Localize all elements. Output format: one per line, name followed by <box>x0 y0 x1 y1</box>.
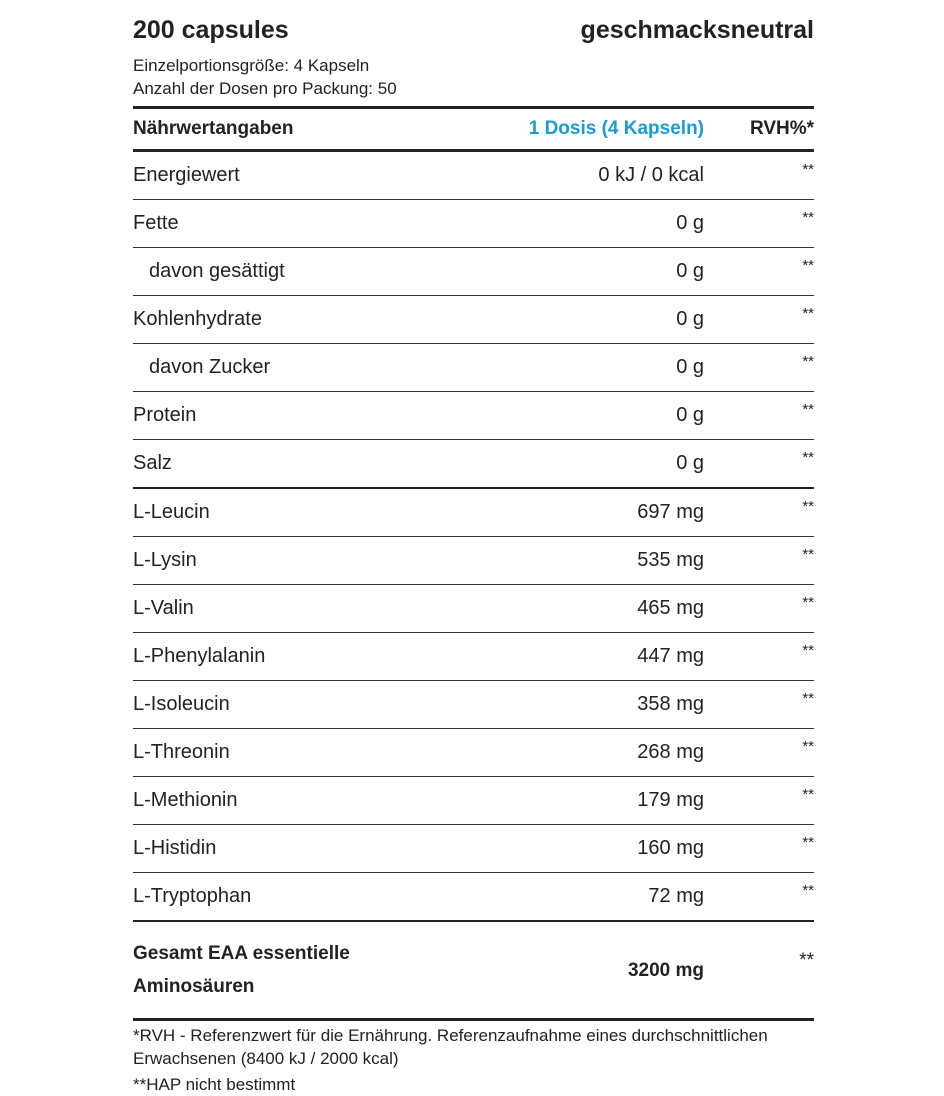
nutrient-rvh: ** <box>714 440 814 489</box>
nutrient-value: 465 mg <box>473 585 714 633</box>
nutrient-rvh: ** <box>714 392 814 440</box>
nutrient-rvh: ** <box>714 151 814 200</box>
nutrient-name: L-Lysin <box>133 537 473 585</box>
table-row <box>133 537 814 585</box>
nutrient-rvh: ** <box>714 729 814 777</box>
table-row <box>133 633 814 681</box>
label-header <box>133 16 814 54</box>
table-row <box>133 873 814 922</box>
nutrient-rvh: ** <box>714 777 814 825</box>
nutrient-rvh: ** <box>714 825 814 873</box>
nutrient-name: L-Tryptophan <box>133 873 473 922</box>
nutrient-value: 0 g <box>473 344 714 392</box>
table-row <box>133 825 814 873</box>
table-row <box>133 681 814 729</box>
nutrient-name: Fette <box>133 200 473 248</box>
nutrient-value: 72 mg <box>473 873 714 922</box>
nutrient-value: 160 mg <box>473 825 714 873</box>
nutrient-rvh: ** <box>714 200 814 248</box>
table-row <box>133 729 814 777</box>
nutrient-name: L-Phenylalanin <box>133 633 473 681</box>
nutrient-name: L-Methionin <box>133 777 473 825</box>
nutrient-value: 0 g <box>473 200 714 248</box>
table-row <box>133 392 814 440</box>
nutrient-name: L-Isoleucin <box>133 681 473 729</box>
flavor-label: geschmacksneutral <box>580 16 814 44</box>
nutrient-value: 0 g <box>473 296 714 344</box>
table-row <box>133 248 814 296</box>
nutrient-rvh: ** <box>714 344 814 392</box>
nutrient-name: davon Zucker <box>133 344 473 392</box>
nutrient-rvh: ** <box>714 633 814 681</box>
hap-footnote: **HAP nicht bestimmt <box>133 1075 296 1094</box>
table-row <box>133 585 814 633</box>
nutrient-value: 268 mg <box>473 729 714 777</box>
nutrient-value: 0 g <box>473 392 714 440</box>
nutrient-value: 0 g <box>473 248 714 296</box>
total-name: Gesamt EAA essentielle Aminosäuren <box>133 921 473 1020</box>
header-rvh: RVH%* <box>749 118 814 139</box>
header-nutrient: Nährwertangaben <box>133 118 294 139</box>
nutrient-value: 447 mg <box>473 633 714 681</box>
nutrient-rvh: ** <box>714 681 814 729</box>
rvh-footnote: *RVH - Referenzwert für die Ernährung. Referenzaufnahme eines durchschnittlichen Erwachsenen (8400 kJ / 2000 kcal) <box>133 1026 768 1068</box>
serving-size: Einzelportionsgröße: 4 Kapseln <box>133 56 370 75</box>
total-value: 3200 mg <box>473 921 714 1020</box>
total-row <box>133 921 814 1020</box>
nutrient-rvh: ** <box>714 488 814 537</box>
nutrient-value: 0 kJ / 0 kcal <box>473 151 714 200</box>
nutrient-rvh: ** <box>714 296 814 344</box>
nutrient-value: 0 g <box>473 440 714 489</box>
nutrient-name: Protein <box>133 392 473 440</box>
table-header-row <box>133 108 814 151</box>
table-row <box>133 344 814 392</box>
nutrient-name: Energiewert <box>133 151 473 200</box>
table-row <box>133 296 814 344</box>
header-dose: 1 Dosis (4 Kapseln) <box>528 118 704 139</box>
total-rvh: ** <box>714 921 814 1020</box>
nutrient-name: Salz <box>133 440 473 489</box>
nutrient-name: L-Threonin <box>133 729 473 777</box>
servings-per-pack: Anzahl der Dosen pro Packung: 50 <box>133 79 397 98</box>
product-title: 200 capsules <box>133 16 289 44</box>
nutrient-rvh: ** <box>714 248 814 296</box>
nutrient-name: L-Histidin <box>133 825 473 873</box>
nutrient-name: Kohlenhydrate <box>133 296 473 344</box>
nutrition-label <box>133 16 814 1096</box>
table-row <box>133 777 814 825</box>
nutrient-name: L-Leucin <box>133 488 473 537</box>
nutrient-name: davon gesättigt <box>133 248 473 296</box>
nutrient-name: L-Valin <box>133 585 473 633</box>
nutrient-value: 697 mg <box>473 488 714 537</box>
nutrient-value: 358 mg <box>473 681 714 729</box>
table-row <box>133 488 814 537</box>
nutrient-rvh: ** <box>714 537 814 585</box>
nutrient-rvh: ** <box>714 873 814 922</box>
nutrient-value: 179 mg <box>473 777 714 825</box>
nutrient-rvh: ** <box>714 585 814 633</box>
table-row <box>133 151 814 200</box>
nutrient-value: 535 mg <box>473 537 714 585</box>
nutrition-table <box>133 106 814 1021</box>
table-row <box>133 440 814 489</box>
table-row <box>133 200 814 248</box>
